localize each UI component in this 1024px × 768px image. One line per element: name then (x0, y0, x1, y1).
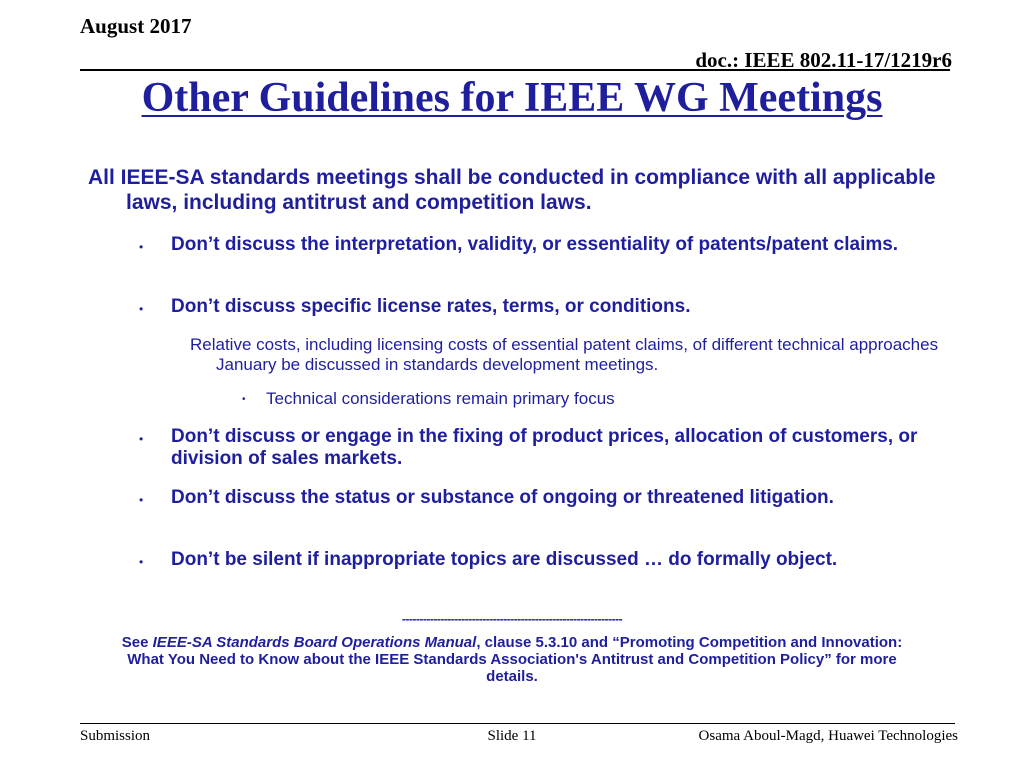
footer-slide-number: Slide 11 (487, 728, 537, 744)
footer-author: Osama Aboul-Magd, Huawei Technologies (698, 728, 958, 744)
bullet-marker: • (139, 240, 144, 254)
bullet-marker: • (139, 302, 144, 316)
slide-title: Other Guidelines for IEEE WG Meetings (141, 75, 883, 121)
reference-manual-title: IEEE-SA Standards Board Operations Manual (152, 634, 477, 651)
bullet-marker: • (139, 555, 144, 569)
sub-bullet-technical: Technical considerations remain primary focus (266, 389, 615, 408)
sub-paragraph: Relative costs, including licensing costs of essential patent claims, of different technical approaches January be discussed in standards development meetings. (190, 335, 939, 374)
footer-submission: Submission (80, 728, 151, 744)
header-divider (80, 69, 950, 71)
bullet-patents: Don’t discuss the interpretation, validity, or essentiality of patents/patent claims. (171, 234, 899, 255)
footer-divider (80, 723, 955, 724)
reference-note (112, 634, 912, 685)
reference-prefix: See (121, 634, 153, 651)
bullet-object: Don’t be silent if inappropriate topics are discussed … do formally object. (171, 549, 838, 570)
separator-line: --------------------------------------------------------------- (401, 612, 623, 626)
intro-paragraph: All IEEE-SA standards meetings shall be conducted in compliance with all applicable laws, including antitrust and competition laws. (88, 166, 936, 214)
header-date: August 2017 (80, 14, 192, 38)
reference-suffix: , clause 5.3.10 and “Promoting Competition and Innovation: What You Need to Know about the IEEE Standards Association's Antitrust and Competition Policy” for more details. (127, 634, 903, 685)
sub-bullet-marker: • (242, 394, 246, 405)
bullet-litigation: Don’t discuss the status or substance of ongoing or threatened litigation. (171, 487, 834, 508)
bullet-marker: • (139, 493, 144, 507)
bullet-marker: • (139, 432, 144, 446)
bullet-license-rates: Don’t discuss specific license rates, terms, or conditions. (171, 296, 691, 317)
bullet-pricing: Don’t discuss or engage in the fixing of product prices, allocation of customers, or division of sales markets. (171, 426, 918, 469)
header-doc-id: doc.: IEEE 802.11-17/1219r6 (695, 48, 952, 72)
